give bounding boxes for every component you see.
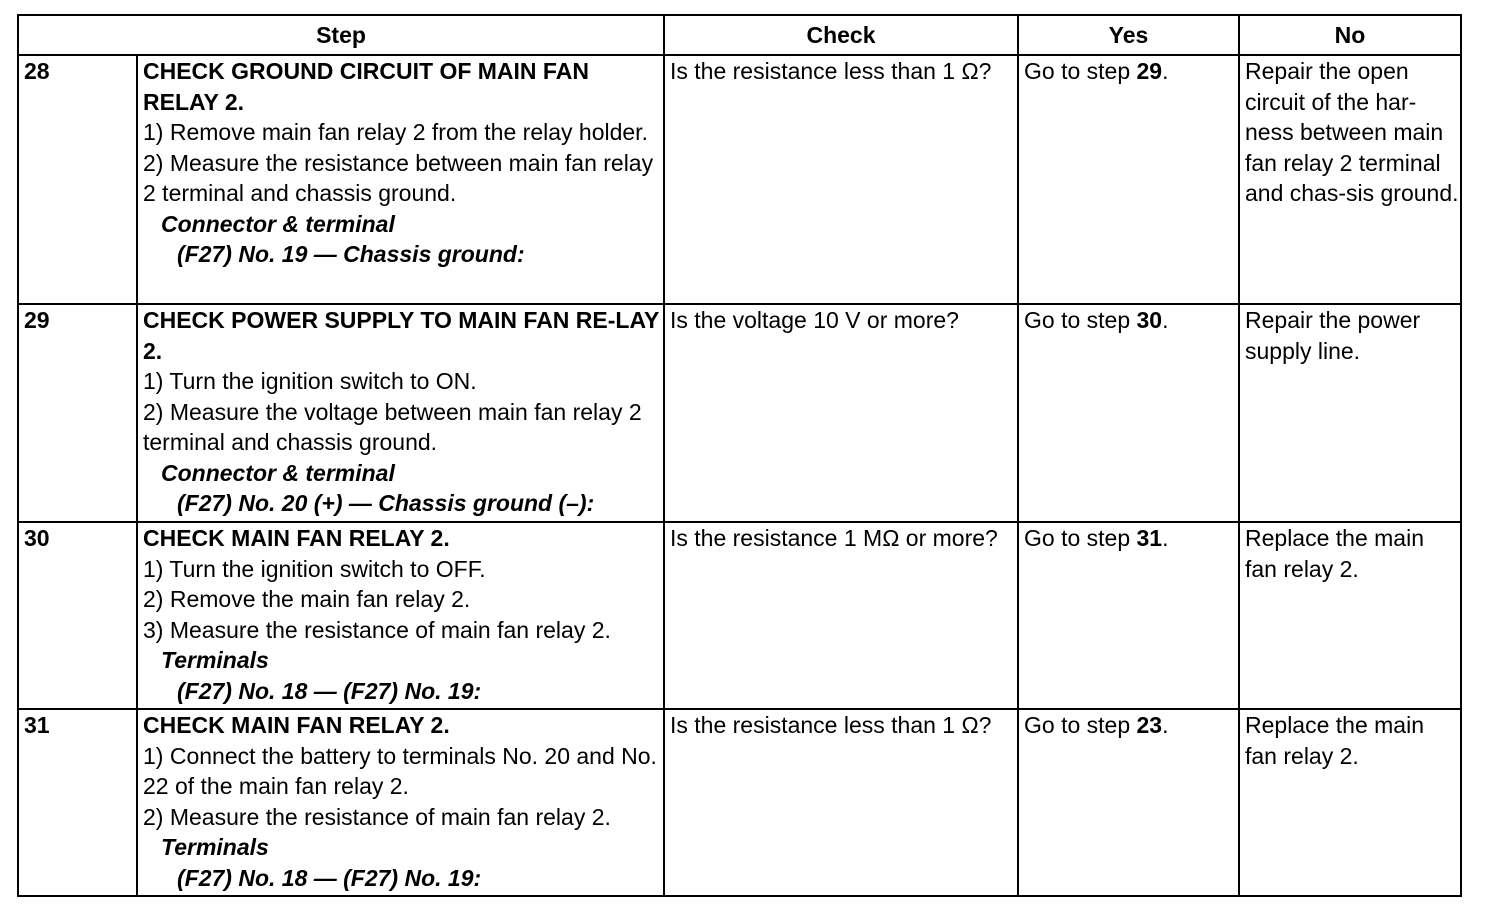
connector-value: (F27) No. 19 — Chassis ground:: [177, 241, 525, 267]
step-title: CHECK POWER SUPPLY TO MAIN FAN RE-LAY 2.: [143, 307, 659, 364]
connector-value: (F27) No. 18 — (F27) No. 19:: [177, 864, 482, 891]
yes-prefix: Go to step: [1024, 712, 1137, 738]
step-title: CHECK GROUND CIRCUIT OF MAIN FAN RELAY 2.: [143, 58, 589, 115]
step-instruction: 1) Connect the battery to terminals No. 20 and No. 22 of the main fan relay 2.: [143, 742, 657, 799]
diagnosis-table: [17, 14, 1462, 897]
header-check: Check: [664, 15, 1018, 55]
header-row: [18, 15, 1461, 55]
step-instruction: 3) Measure the resistance of main fan relay 2.: [143, 616, 611, 643]
step-instruction: 2) Remove the main fan relay 2.: [143, 586, 471, 612]
step-number: 28: [18, 55, 137, 304]
check-cell: Is the voltage 10 V or more?: [664, 304, 1018, 522]
check-cell: Is the resistance 1 MΩ or more?: [664, 522, 1018, 709]
step-description: [137, 709, 664, 896]
yes-step-number: 30: [1136, 307, 1163, 333]
check-cell: Is the resistance less than 1 Ω?: [664, 55, 1018, 304]
yes-step-number: 23: [1136, 712, 1163, 738]
connector-label: Connector & terminal: [161, 459, 395, 486]
step-description: [137, 304, 664, 522]
yes-cell: [1018, 304, 1239, 522]
step-number: 30: [18, 522, 137, 709]
step-title: CHECK MAIN FAN RELAY 2.: [143, 712, 450, 738]
no-cell: Repair the open circuit of the har-ness between main fan relay 2 terminal and chas-sis ground.: [1239, 55, 1461, 304]
step-description: [137, 522, 664, 709]
yes-cell: [1018, 55, 1239, 304]
yes-suffix: .: [1162, 525, 1169, 551]
yes-suffix: .: [1162, 712, 1169, 738]
step-title: CHECK MAIN FAN RELAY 2.: [143, 525, 450, 551]
yes-step-number: 31: [1136, 525, 1163, 551]
connector-value: (F27) No. 20 (+) — Chassis ground (–):: [177, 490, 595, 516]
header-no: No: [1239, 15, 1461, 55]
yes-prefix: Go to step: [1024, 525, 1137, 551]
no-cell: Replace the main fan relay 2.: [1239, 522, 1461, 709]
step-instruction: 1) Turn the ignition switch to OFF.: [143, 555, 486, 582]
yes-cell: [1018, 709, 1239, 896]
yes-suffix: .: [1162, 58, 1169, 84]
step-instruction: 2) Measure the resistance between main fan relay 2 terminal and chassis ground.: [143, 149, 654, 206]
step-instruction: 1) Remove main fan relay 2 from the relay holder.: [143, 119, 648, 145]
table-row: [18, 709, 1461, 896]
table-row: [18, 522, 1461, 709]
yes-prefix: Go to step: [1024, 58, 1137, 84]
step-number: 29: [18, 304, 137, 522]
connector-label: Terminals: [161, 834, 269, 860]
connector-label: Connector & terminal: [161, 210, 395, 237]
yes-cell: [1018, 522, 1239, 709]
step-instruction: 2) Measure the resistance of main fan relay 2.: [143, 803, 611, 830]
yes-prefix: Go to step: [1024, 307, 1137, 333]
connector-label: Terminals: [161, 647, 269, 673]
step-description: [137, 55, 664, 304]
no-cell: Replace the main fan relay 2.: [1239, 709, 1461, 896]
table-row: [18, 304, 1461, 522]
connector-value: (F27) No. 18 — (F27) No. 19:: [177, 677, 482, 704]
yes-suffix: .: [1162, 307, 1169, 333]
header-yes: Yes: [1018, 15, 1239, 55]
table-row: [18, 55, 1461, 304]
step-number: 31: [18, 709, 137, 896]
step-instruction: 1) Turn the ignition switch to ON.: [143, 368, 477, 394]
yes-step-number: 29: [1136, 58, 1163, 84]
step-instruction: 2) Measure the voltage between main fan relay 2 terminal and chassis ground.: [143, 398, 642, 455]
no-cell: Repair the power supply line.: [1239, 304, 1461, 522]
header-step: Step: [18, 15, 664, 55]
check-cell: Is the resistance less than 1 Ω?: [664, 709, 1018, 896]
